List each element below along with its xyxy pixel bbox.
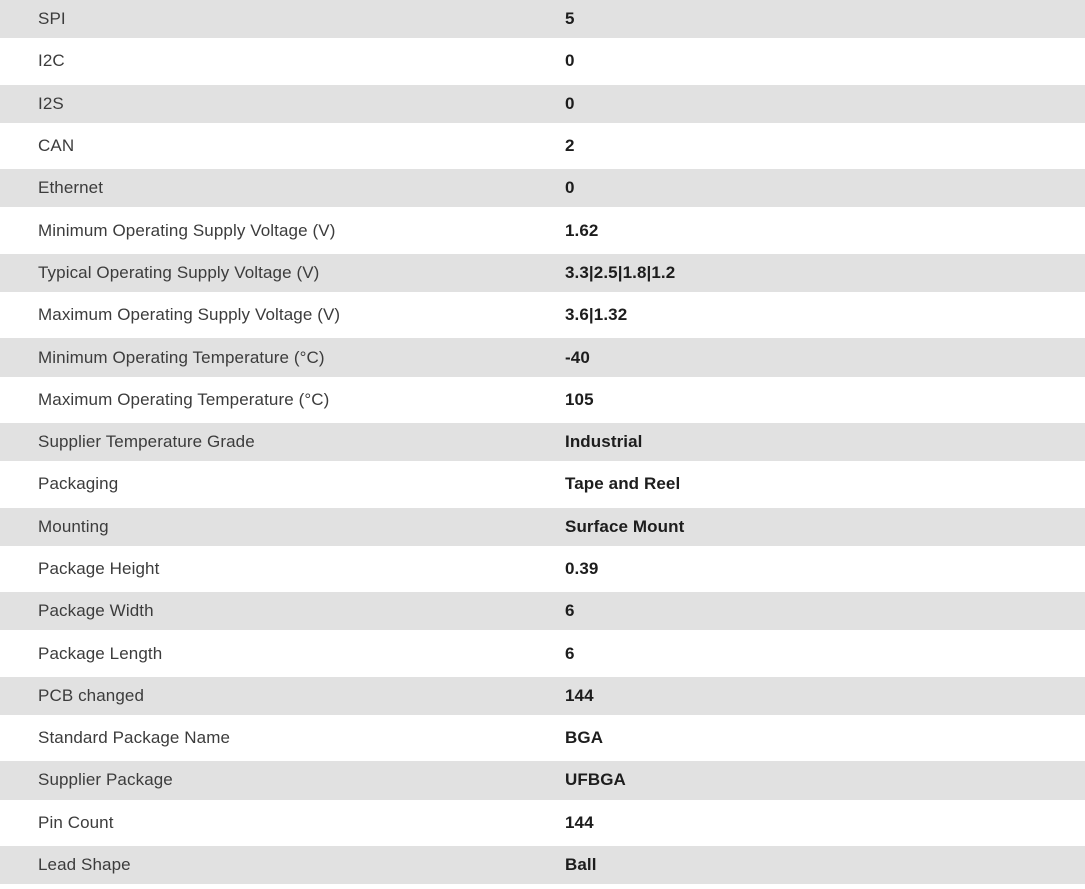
- spec-attribute-label: Minimum Operating Temperature (°C): [38, 347, 325, 367]
- spec-attribute-label: I2S: [38, 93, 64, 113]
- spec-attribute-value: 0: [565, 93, 575, 113]
- spec-attribute-value: Surface Mount: [565, 516, 685, 536]
- spec-attribute-value: 5: [565, 9, 575, 29]
- spec-attribute-value: 6: [565, 601, 575, 621]
- spec-attribute-label: Supplier Package: [38, 770, 173, 790]
- spec-table-row: [0, 85, 1085, 123]
- spec-table-row: [0, 719, 1085, 757]
- spec-table-row: [0, 211, 1085, 249]
- spec-attribute-label: Package Height: [38, 559, 160, 578]
- spec-attribute-value: 144: [565, 685, 594, 705]
- spec-attribute-value: Tape and Reel: [565, 474, 681, 494]
- spec-table-row: [0, 592, 1085, 630]
- spec-attribute-value: UFBGA: [565, 770, 626, 790]
- spec-table-row: [0, 423, 1085, 461]
- spec-table-row: [0, 42, 1085, 80]
- spec-attribute-value: 1.62: [565, 220, 599, 240]
- spec-attribute-value: Ball: [565, 855, 597, 875]
- spec-attribute-label: Ethernet: [38, 178, 104, 198]
- spec-table-row: [0, 338, 1085, 376]
- spec-table-row: [0, 169, 1085, 207]
- spec-attribute-value: 0.39: [565, 559, 599, 578]
- spec-attribute-value: 144: [565, 812, 594, 832]
- spec-table-row: [0, 634, 1085, 672]
- spec-attribute-label: Lead Shape: [38, 855, 131, 875]
- spec-attribute-label: Typical Operating Supply Voltage (V): [38, 262, 320, 282]
- spec-attribute-value: 6: [565, 643, 575, 663]
- spec-attribute-label: Package Width: [38, 601, 154, 621]
- spec-attribute-value: 3.3|2.5|1.8|1.2: [565, 262, 676, 282]
- spec-attribute-value: 105: [565, 389, 594, 409]
- spec-attribute-value: BGA: [565, 728, 604, 748]
- spec-attribute-label: Minimum Operating Supply Voltage (V): [38, 220, 336, 240]
- spec-table-row: [0, 254, 1085, 292]
- spec-attribute-value: Industrial: [565, 432, 643, 452]
- spec-attribute-label: Mounting: [38, 516, 109, 536]
- spec-attribute-label: Maximum Operating Supply Voltage (V): [38, 305, 341, 325]
- spec-table-row: [0, 0, 1085, 38]
- spec-table-row: [0, 508, 1085, 546]
- spec-table-row: [0, 804, 1085, 842]
- spec-attribute-value: 3.6|1.32: [565, 305, 628, 325]
- spec-attribute-value: -40: [565, 347, 590, 367]
- spec-table-row: [0, 846, 1085, 884]
- spec-table-row: [0, 381, 1085, 419]
- spec-attribute-label: CAN: [38, 136, 75, 156]
- spec-table-row: [0, 761, 1085, 799]
- spec-attribute-label: PCB changed: [38, 685, 145, 705]
- spec-table-row: [0, 465, 1085, 503]
- spec-table-row: [0, 296, 1085, 334]
- spec-attribute-label: Supplier Temperature Grade: [38, 432, 255, 452]
- spec-attribute-label: Pin Count: [38, 812, 114, 832]
- spec-attribute-label: Packaging: [38, 474, 119, 494]
- spec-attribute-value: 0: [565, 51, 575, 71]
- spec-attribute-label: I2C: [38, 51, 65, 71]
- spec-table-row: [0, 550, 1085, 588]
- spec-attribute-label: Package Length: [38, 643, 163, 663]
- spec-attribute-label: SPI: [38, 9, 66, 29]
- spec-table-row: [0, 127, 1085, 165]
- spec-attribute-label: Maximum Operating Temperature (°C): [38, 389, 330, 409]
- spec-attribute-label: Standard Package Name: [38, 728, 231, 748]
- spec-attribute-value: 0: [565, 178, 575, 198]
- spec-table-row: [0, 677, 1085, 715]
- spec-attribute-value: 2: [565, 136, 575, 156]
